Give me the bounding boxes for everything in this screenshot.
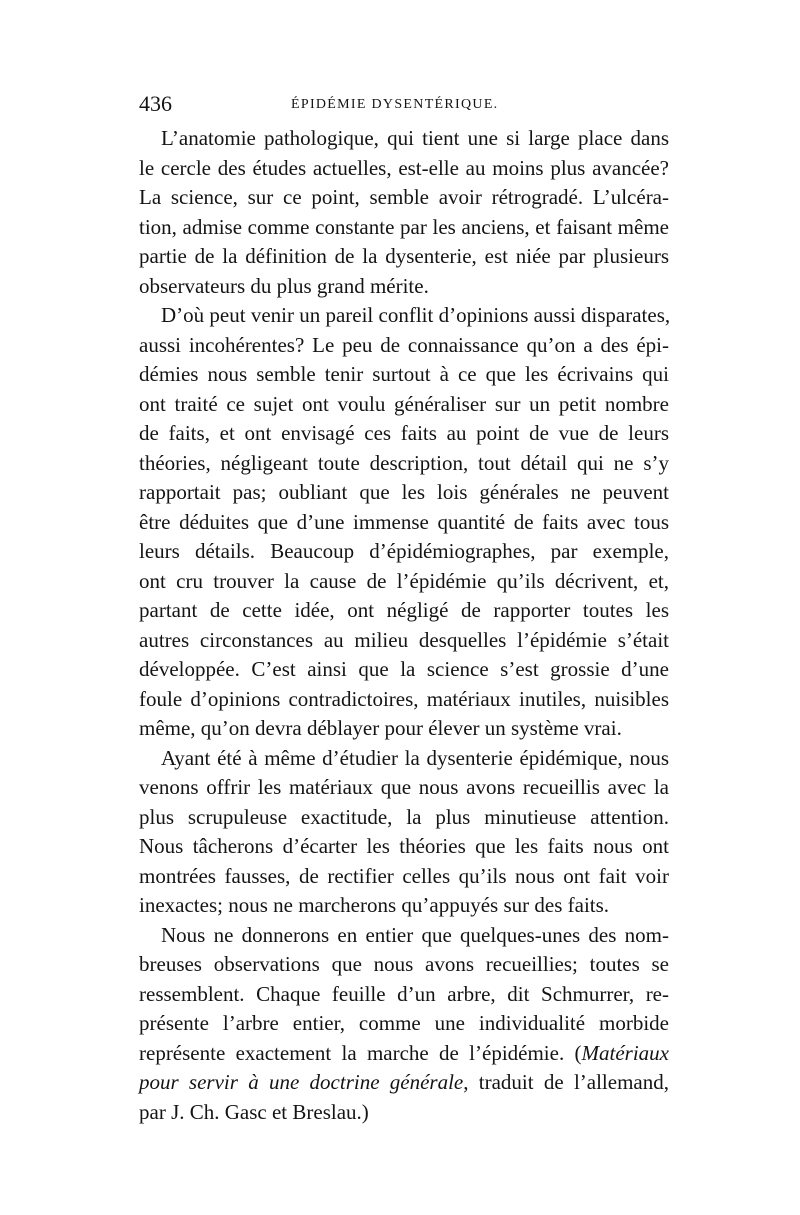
text-line: de faits, et ont envisagé ces faits au point de vue de leurs (139, 421, 669, 445)
running-head (139, 90, 669, 124)
text-line: leurs détails. Beaucoup d’épidémiographes, par exemple, (139, 539, 669, 563)
text-line: ont traité ce sujet ont voulu généraliser sur un petit nombre (139, 391, 669, 416)
text-line-with-citation (139, 1068, 669, 1098)
text-line: breuses observations que nous avons recueillies; toutes se (139, 952, 669, 976)
paragraph-conflict (139, 301, 669, 744)
paragraph-anatomy (139, 124, 669, 301)
text-line: être déduites que d’une immense quantité de faits avec tous (139, 509, 669, 534)
text-line: partant de cette idée, ont négligé de rapporter toutes les (139, 598, 669, 622)
text-line: autres circonstances au milieu desquelles l’épidémie s’était (139, 627, 669, 652)
text-line: plus scrupuleuse exactitude, la plus minutieuse attention. (139, 804, 669, 829)
paragraph-materials (139, 744, 669, 921)
text-line: observateurs du plus grand mérite. (139, 273, 429, 298)
text-segment: représente exactement la marche de l’épidémie. ( (139, 1040, 582, 1065)
text-line: venons offrir les matériaux que nous avons recueillis avec la (139, 775, 669, 799)
text-line: D’où peut venir un pareil conflit d’opinions aussi disparates, (161, 303, 671, 327)
paragraph-observations (139, 921, 669, 1128)
text-line: le cercle des études actuelles, est-elle au moins plus avancée? (139, 155, 669, 180)
text-line: théories, négligeant toute description, tout détail qui ne s’y (139, 450, 669, 475)
citation-title-part-1: Matériaux (581, 1040, 669, 1065)
text-line: Nous tâcherons d’écarter les théories que les faits nous ont (139, 834, 669, 858)
text-line: développée. C’est ainsi que la science s’est grossie d’une (139, 657, 669, 681)
text-line: L’anatomie pathologique, qui tient une si large place dans (161, 126, 669, 150)
text-line: Nous ne donnerons en entier que quelques-unes des nom- (161, 922, 669, 947)
text-line: rapportait pas; oubliant que les lois générales ne peuvent (139, 480, 669, 504)
text-line: foule d’opinions contradictoires, matériaux inutiles, nuisibles (139, 686, 669, 711)
text-line: aussi incohérentes? Le peu de connaissance qu’on a des épi- (139, 332, 669, 357)
text-line: partie de la définition de la dysenterie, est niée par plusieurs (139, 244, 669, 268)
text-line-with-citation (139, 1039, 669, 1069)
page-number: 436 (139, 91, 172, 116)
text-line: démies nous semble tenir surtout à ce que les écrivains qui (139, 362, 669, 386)
text-line: montrées fausses, de rectifier celles qu’ils nous ont fait voir (139, 863, 669, 888)
text-line: ont cru trouver la cause de l’épidémie qu’ils décrivent, et, (139, 568, 669, 593)
text-line: Ayant été à même d’étudier la dysenterie épidémique, nous (161, 745, 669, 770)
text-line: tion, admise comme constante par les anciens, et faisant même (139, 214, 669, 239)
text-line: même, qu’on devra déblayer pour élever un système vrai. (139, 716, 622, 740)
text-segment: , traduit de l’allemand, (463, 1070, 669, 1094)
citation-title-part-2: pour servir à une doctrine générale (139, 1070, 464, 1094)
text-line: La science, sur ce point, semble avoir rétrogradé. L’ulcéra- (139, 185, 669, 209)
book-page (139, 90, 669, 1127)
text-line: ressemblent. Chaque feuille d’un arbre, dit Schmurrer, re- (139, 981, 669, 1006)
text-line: présente l’arbre entier, comme une individualité morbide (139, 1011, 669, 1035)
text-line: par J. Ch. Gasc et Breslau.) (139, 1099, 369, 1124)
text-line: inexactes; nous ne marcherons qu’appuyés sur des faits. (139, 893, 610, 917)
running-title: ÉPIDÉMIE DYSENTÉRIQUE. (291, 97, 499, 112)
